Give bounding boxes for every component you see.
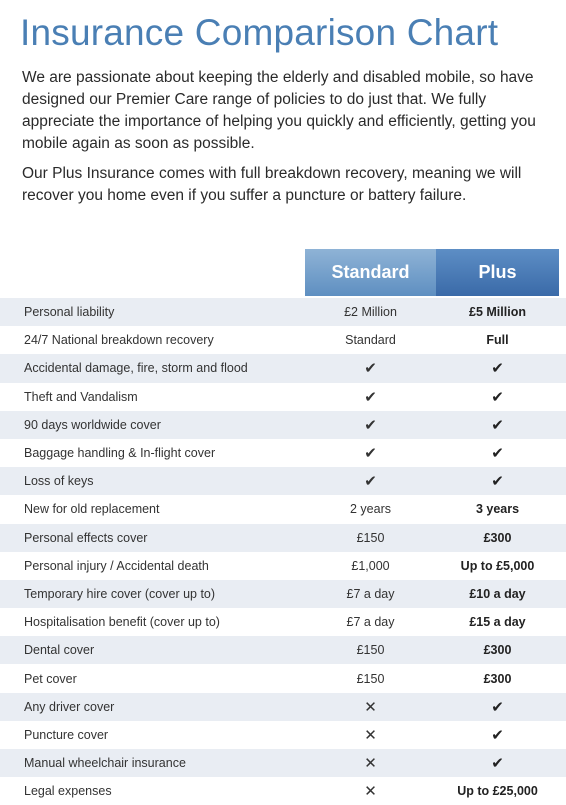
standard-value: £7 a day (346, 586, 395, 601)
table-row (0, 411, 566, 439)
table-row (0, 580, 566, 608)
table-row (0, 298, 566, 326)
table-row (0, 636, 566, 664)
feature-label: Loss of keys (24, 474, 94, 489)
feature-label: Personal effects cover (24, 530, 148, 545)
plus-column-header: Plus (436, 249, 559, 296)
table-row (0, 467, 566, 495)
intro-paragraph-1: We are passionate about keeping the elderly and disabled mobile, so have designed our Premier Care range of policies to do just that. We fully appreciate the importance of helping you quickly and efficiently, getting you mobile again as soon as possible. (22, 69, 536, 152)
standard-value: Standard (345, 333, 396, 348)
table-row (0, 552, 566, 580)
plus-value: £300 (483, 671, 512, 686)
tick-icon: ✔ (491, 755, 504, 773)
tick-icon: ✔ (491, 445, 504, 463)
table-row (0, 439, 566, 467)
standard-value: 2 years (350, 502, 391, 517)
table-row (0, 354, 566, 382)
feature-label: 24/7 National breakdown recovery (24, 333, 214, 348)
page-title: Insurance Comparison Chart (20, 12, 499, 53)
feature-label: Dental cover (24, 643, 95, 658)
standard-value: £150 (356, 530, 385, 545)
standard-column-header: Standard (305, 249, 436, 296)
standard-value: £2 Million (344, 305, 397, 320)
plus-value: £10 a day (469, 586, 526, 601)
feature-label: Accidental damage, fire, storm and flood (24, 361, 248, 376)
feature-label: Baggage handling & In-flight cover (24, 446, 216, 461)
feature-label: Hospitalisation benefit (cover up to) (24, 615, 220, 630)
plus-value: £300 (483, 530, 512, 545)
table-row (0, 383, 566, 411)
feature-label: New for old replacement (24, 502, 160, 517)
feature-label: Puncture cover (24, 727, 109, 742)
tick-icon: ✔ (364, 388, 377, 406)
table-row (0, 693, 566, 721)
feature-label: Temporary hire cover (cover up to) (24, 586, 216, 601)
plus-value: Full (486, 333, 509, 348)
plus-value: £15 a day (469, 615, 526, 630)
plus-value: £300 (483, 643, 512, 658)
feature-label: Personal liability (24, 305, 115, 320)
cross-icon: ✕ (364, 698, 377, 716)
cross-icon: ✕ (364, 726, 377, 744)
table-row (0, 495, 566, 523)
table-row (0, 777, 566, 805)
tick-icon: ✔ (491, 698, 504, 716)
plus-value: Up to £5,000 (460, 558, 535, 573)
standard-value: £1,000 (351, 558, 390, 573)
tick-icon: ✔ (491, 726, 504, 744)
plus-value: 3 years (475, 502, 520, 517)
plus-value: £5 Million (469, 305, 526, 320)
standard-value: £150 (356, 671, 385, 686)
feature-label: 90 days worldwide cover (24, 417, 161, 432)
table-row (0, 524, 566, 552)
tick-icon: ✔ (491, 388, 504, 406)
table-row (0, 326, 566, 354)
feature-label: Legal expenses (24, 784, 112, 799)
plus-value: Up to £25,000 (457, 784, 538, 799)
tick-icon: ✔ (364, 360, 377, 378)
tick-icon: ✔ (491, 416, 504, 434)
feature-label: Personal injury / Accidental death (24, 558, 209, 573)
standard-value: £7 a day (346, 615, 395, 630)
tick-icon: ✔ (491, 360, 504, 378)
tick-icon: ✔ (491, 473, 504, 491)
cross-icon: ✕ (364, 755, 377, 773)
feature-label: Theft and Vandalism (24, 389, 138, 404)
intro-paragraph-2: Our Plus Insurance comes with full breakdown recovery, meaning we will recover you home even if you suffer a puncture or battery failure. (22, 165, 522, 204)
feature-label: Manual wheelchair insurance (24, 756, 186, 771)
feature-label: Any driver cover (24, 699, 115, 714)
table-row (0, 664, 566, 692)
tick-icon: ✔ (364, 445, 377, 463)
comparison-table (0, 298, 566, 805)
table-row (0, 721, 566, 749)
cross-icon: ✕ (364, 783, 377, 801)
tick-icon: ✔ (364, 416, 377, 434)
standard-value: £150 (356, 643, 385, 658)
table-row (0, 749, 566, 777)
table-row (0, 608, 566, 636)
feature-label: Pet cover (24, 671, 77, 686)
tick-icon: ✔ (364, 473, 377, 491)
